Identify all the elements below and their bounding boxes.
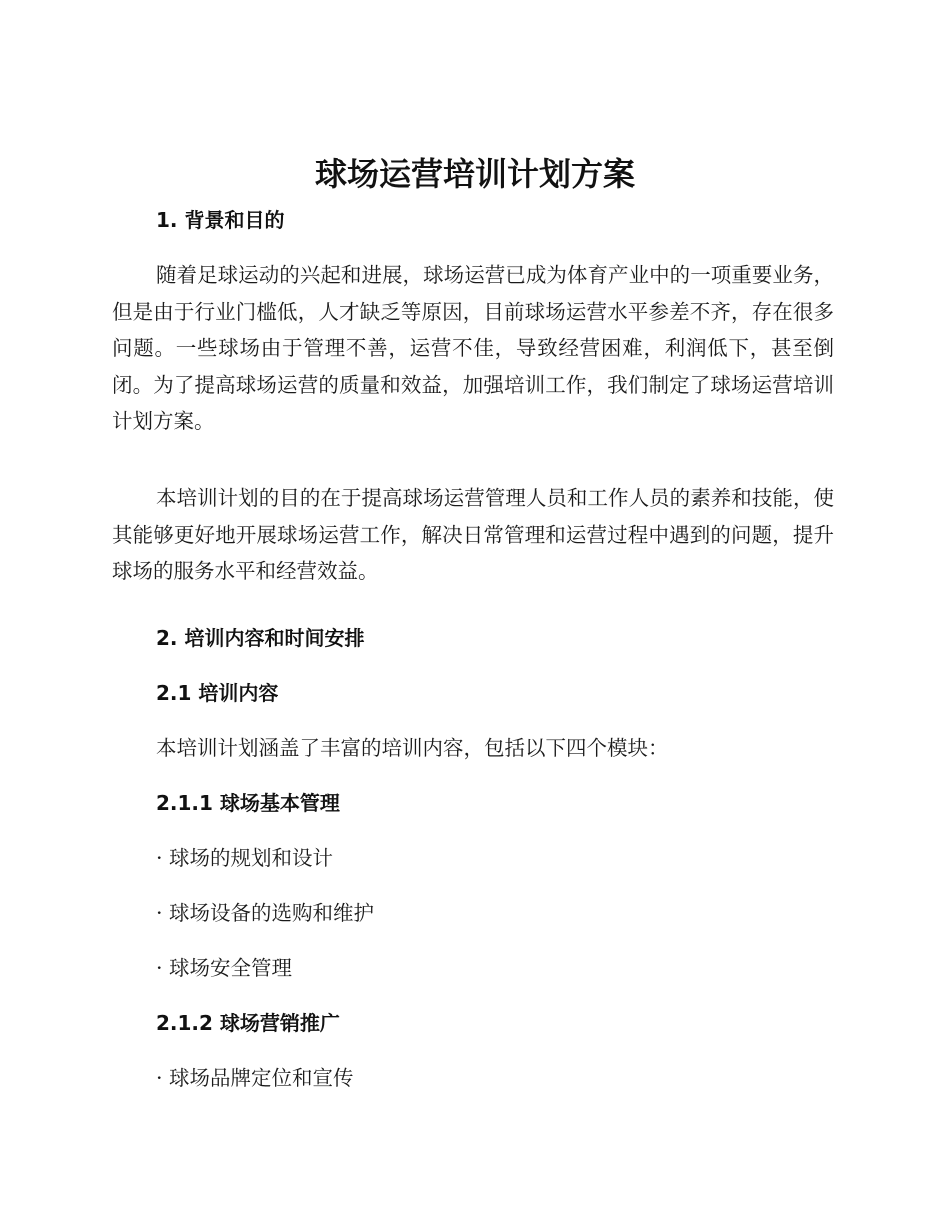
list-item: · 球场安全管理 xyxy=(156,956,293,980)
document-title: 球场运营培训计划方案 xyxy=(314,155,635,193)
list-item: · 球场的规划和设计 xyxy=(156,846,334,870)
module-1-heading: 2.1.1 球场基本管理 xyxy=(156,791,340,815)
section-1-heading: 1. 背景和目的 xyxy=(156,208,285,232)
section-2-1-heading: 2.1 培训内容 xyxy=(156,681,279,705)
list-item: · 球场设备的选购和维护 xyxy=(156,901,375,925)
section-1-paragraph-1: 随着足球运动的兴起和进展，球场运营已成为体育产业中的一项重要业务，但是由于行业门槛低，人才缺乏等原因，目前球场运营水平参差不齐，存在很多问题。一些球场由于管理不善，运营不佳，导致经营困难，利润低下，甚至倒闭。为了提高球场运营的质量和效益，加强培训工作，我们制定了球场运营培训计划方案。 xyxy=(112,263,834,433)
section-1-paragraph-2: 本培训计划的目的在于提高球场运营管理人员和工作人员的素养和技能，使其能够更好地开展球场运营工作，解决日常管理和运营过程中遇到的问题，提升球场的服务水平和经营效益。 xyxy=(112,486,834,583)
section-2-heading: 2. 培训内容和时间安排 xyxy=(156,626,365,650)
list-item: · 球场品牌定位和宣传 xyxy=(156,1066,354,1090)
section-2-1-intro: 本培训计划涵盖了丰富的培训内容，包括以下四个模块： xyxy=(156,736,669,760)
module-2-heading: 2.1.2 球场营销推广 xyxy=(156,1011,340,1035)
